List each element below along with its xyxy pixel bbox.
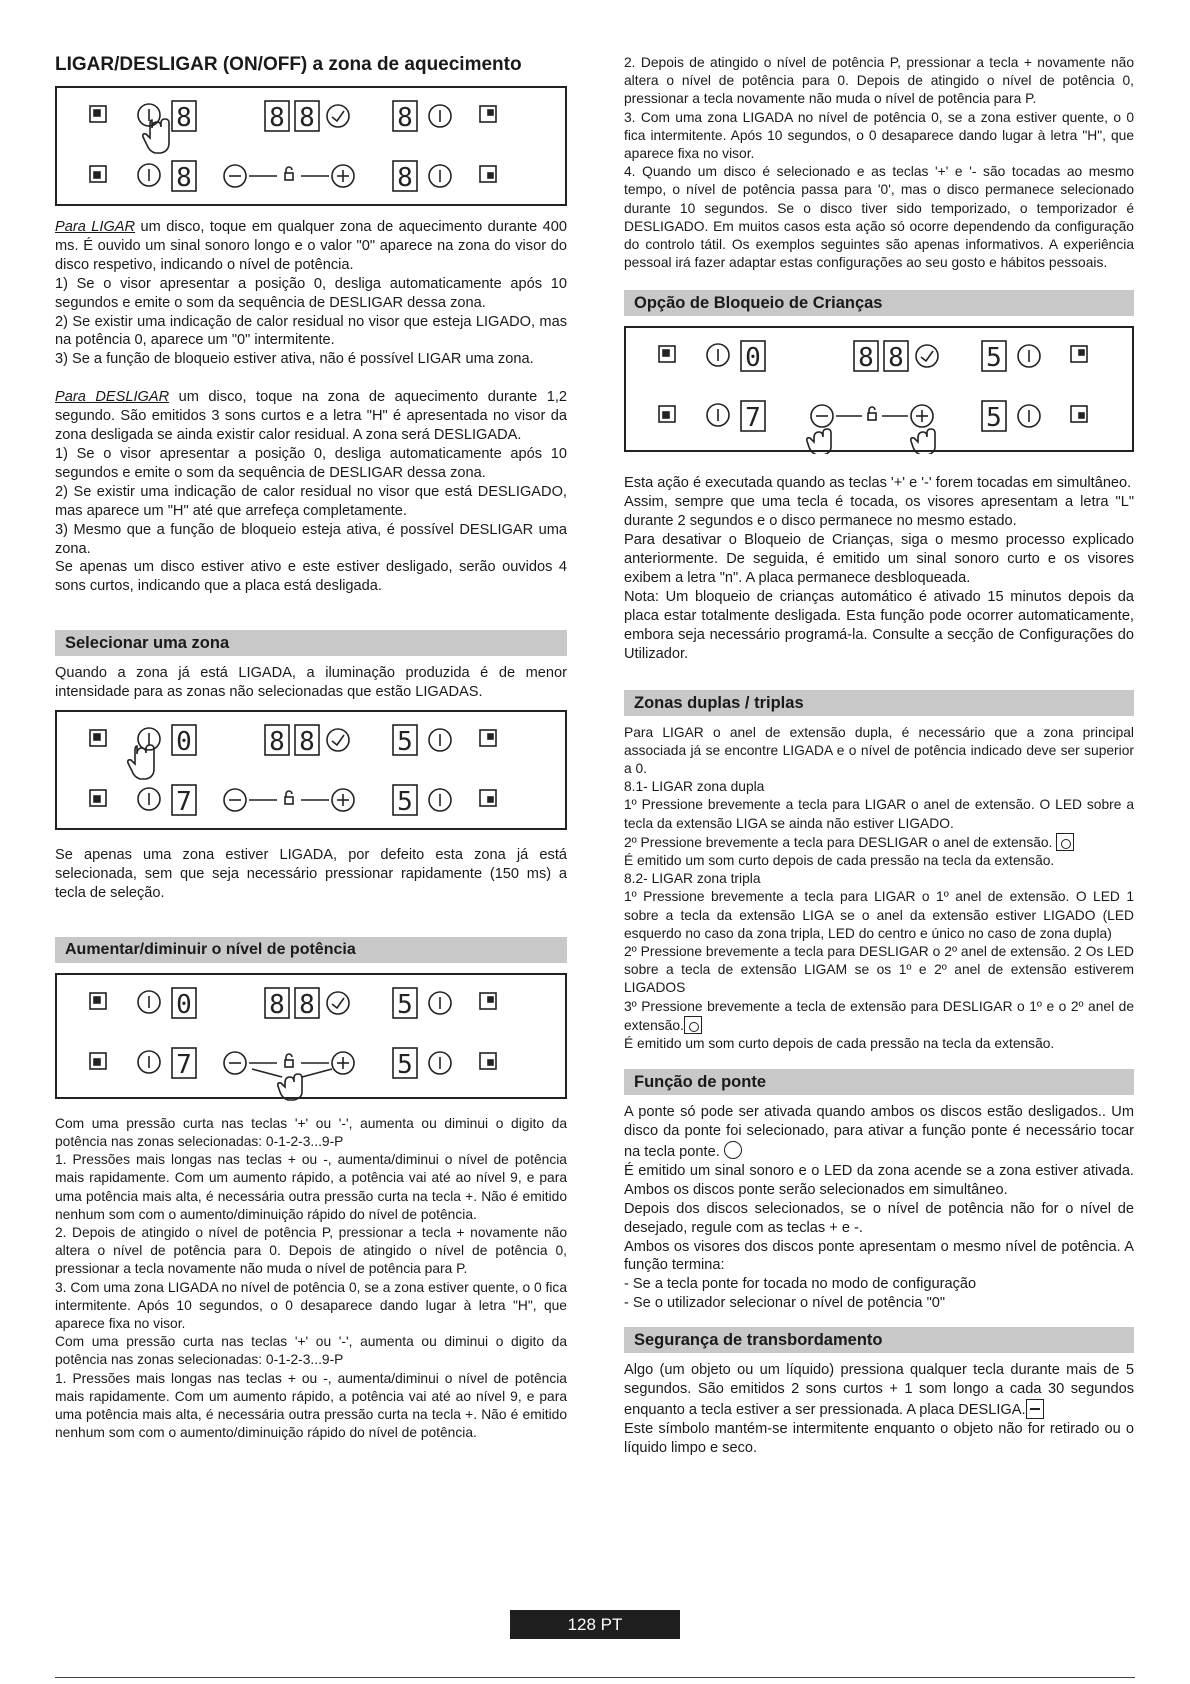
desligar-item-3: 3) Mesmo que a função de bloqueio esteja ativa, é possível DESLIGAR uma zona.: [55, 521, 567, 557]
desligar-item-1: 1) Se o visor apresentar a posição 0, desliga automaticamente após 10 segundos e emite o som da sequência de DESLIGAR dessa zona.: [55, 445, 567, 481]
control-panel-diagram-4: [624, 326, 1134, 452]
control-panel-diagram-1: [55, 86, 567, 206]
extension-key-icon-2: [684, 1016, 702, 1034]
panel-4-drawing: [626, 328, 1136, 454]
select-zone-text: Se apenas uma zona estiver LIGADA, por defeito esta zona já está selecionada, sem que seja necessário pressionar rapidamente (150 ms) a tecla de seleção.: [55, 847, 567, 901]
panel-4-digit-br: 5: [986, 403, 1002, 434]
select-zone-heading: Selecionar uma zona: [55, 630, 567, 656]
cont-item-3: 3. Com uma zona LIGADA no nível de potência 0, se a zona estiver quente, o 0 fica intermitente. Após 10 segundos, o 0 desaparece dando lugar à letra "H", que aparece fixa no visor.: [624, 109, 1134, 162]
panel-3-digit-br: 5: [397, 1049, 413, 1080]
onoff-desligar-paragraph: [55, 388, 567, 445]
child-lock-heading: Opção de Bloqueio de Crianças: [624, 290, 1134, 316]
onoff-ligar-paragraph: [55, 218, 567, 275]
panel-2-digit-tl: 0: [176, 727, 192, 758]
bridge-p1: A ponte só pode ser ativada quando ambos os discos estão desligados.. Um disco da ponte foi selecionado, para ativar a função ponte é necessário tocar na tecla ponte.: [624, 1104, 1134, 1160]
child-lock-p4: Nota: Um bloqueio de crianças automático é ativado 15 minutos depois da placa estar totalmente desligada. Esta função pode ocorrer automaticamente, embora seja necessário programá-la. Consulte a secção de Configurações do Utilizador.: [624, 588, 1134, 662]
dual-p5: É emitido um som curto depois de cada pressão na tecla da extensão.: [624, 852, 1055, 868]
bridge-p4: Ambos os visores dos discos ponte apresentam o mesmo nível de potência. A função termina:: [624, 1238, 1134, 1274]
power-p6: 1. Pressões mais longas nas teclas + ou -, aumenta/diminui o nível de potência mais rapidamente. Com um aumento rápido, a potência vai até ao nível 9, e para uma potência mais alta, é necessária outra pressão curta na tecla +. Não é emitido nenhum som com o aumento/diminuição rápido do nível de potência.: [55, 1370, 567, 1441]
panel-3-drawing: [57, 975, 569, 1101]
ligar-text: um disco, toque em qualquer zona de aquecimento durante 400 ms. É ouvido um sinal sonoro longo e o valor "0" aparece na zona do visor do disco respetivo, indicando o nível de potência.: [55, 219, 567, 273]
child-lock-p2: Assim, sempre que uma tecla é tocada, os visores apresentam a letra "L" durante 2 segundos e o disco permanece no mesmo estado.: [624, 494, 1134, 530]
panel-3-digit-bl: 7: [176, 1049, 192, 1080]
dual-p8: 2º Pressione brevemente a tecla para DESLIGAR o 2º anel de extensão. 2 Os LED sobre a tecla de extensão LIGAM se os 1º e 2º anel de extensão estiverem LIGADOS: [624, 943, 1134, 996]
desligar-label: Para DESLIGAR: [55, 389, 170, 406]
dual-p1: Para LIGAR o anel de extensão dupla, é necessário que a zona principal associada já se encontre LIGADA e o nível de potência indicado deve ser superior a 0.: [624, 724, 1134, 776]
cont-item-2: 2. Depois de atingido o nível de potência P, pressionar a tecla + novamente não altera o nível de potência para 0. Depois de atingido o nível de potência 0, pressionar a tecla novamente não muda o nível de potência para P.: [624, 55, 1134, 107]
dual-p9-paragraph: [624, 998, 1134, 1035]
panel-1-timer-digit-2: 8: [299, 103, 315, 133]
select-zone-intro: Quando a zona já está LIGADA, a iluminação produzida é de menor intensidade para as zonas não selecionadas que estão LIGADAS.: [55, 665, 567, 701]
child-lock-p3: Para desativar o Bloqueio de Crianças, siga o mesmo processo explicado anteriormente. De seguida, é emitido um sinal sonoro curto e os visores exibem a letra "n". A placa permanece desbloqueada.: [624, 532, 1134, 586]
control-panel-diagram-3: [55, 973, 567, 1099]
panel-3-timer-digit-2: 8: [299, 989, 315, 1020]
ligar-item-3: 3) Se a função de bloqueio estiver ativa, não é possível LIGAR uma zona.: [55, 351, 534, 368]
desligar-text: um disco, toque na zona de aquecimento durante 1,2 segundo. São emitidos 3 sons curtos e a letra "H" é apresentada no visor da zona desligada se ainda existir calor residual. A zona será DESLIGADA.: [55, 389, 568, 444]
power-p3: 2. Depois de atingido o nível de potência P, pressionar a tecla + novamente não altera o nível de potência para 0. Depois de atingido o nível de potência 0, pressionar a tecla novamente não muda o nível de potência para P.: [55, 1224, 567, 1277]
panel-4-timer-digit-2: 8: [888, 343, 904, 374]
bridge-p1-paragraph: [624, 1103, 1134, 1162]
bridge-key-icon: [724, 1141, 742, 1159]
dual-p4: 2º Pressione brevemente a tecla para DESLIGAR o anel de extensão.: [624, 834, 1053, 850]
bridge-heading: Função de ponte: [624, 1069, 1134, 1095]
dual-p2: 8.1- LIGAR zona dupla: [624, 779, 765, 795]
panel-4-timer-digit-1: 8: [858, 343, 874, 374]
ligar-item-2: 2) Se existir uma indicação de calor residual no visor que esteja LIGADO, mas na potência 0, aparece um "0" intermitente.: [55, 313, 567, 349]
panel-2-digit-tr: 5: [397, 727, 413, 758]
ligar-label: Para LIGAR: [55, 219, 136, 235]
panel-1-timer-digit-1: 8: [269, 103, 285, 133]
desligar-item-2: 2) Se existir uma indicação de calor residual no visor que está DESLIGADO, mas aparece um "H" até que arrefeça completamente.: [55, 483, 567, 519]
overflow-heading: Segurança de transbordamento: [624, 1327, 1134, 1353]
panel-3-timer-digit-1: 8: [269, 989, 285, 1020]
dual-p9: 3º Pressione brevemente a tecla de extensão para DESLIGAR o 1º e o 2º anel de extensão.: [624, 998, 1134, 1033]
bottom-divider: [55, 1677, 1135, 1678]
panel-4-digit-tl: 0: [745, 343, 761, 374]
bridge-p2: É emitido um sinal sonoro e o LED da zona acende se a zona estiver ativada. Ambos os discos ponte serão selecionados em simultâneo.: [624, 1162, 1134, 1198]
panel-3-digit-tl: 0: [176, 989, 192, 1020]
bridge-p5: - Se a tecla ponte for tocada no modo de configuração: [624, 1276, 977, 1293]
ligar-item-1: 1) Se o visor apresentar a posição 0, desliga automaticamente após 10 segundos e emite o som da sequência de DESLIGAR dessa zona.: [55, 275, 567, 311]
extension-key-icon: [1056, 833, 1074, 851]
dual-p4-paragraph: [624, 833, 1134, 852]
panel-2-timer-digit-1: 8: [269, 727, 285, 758]
dual-p6: 8.2- LIGAR zona tripla: [624, 871, 761, 887]
power-heading: Aumentar/diminuir o nível de potência: [55, 937, 567, 963]
bridge-p3: Depois dos discos selecionados, se o nível de potência não for o nível de desejado, regule com as teclas + e -.: [624, 1200, 1134, 1236]
bridge-p6: - Se o utilizador selecionar o nível de potência "0": [624, 1295, 946, 1312]
child-lock-p1: Esta ação é executada quando as teclas '+' e '-' forem tocadas em simultâneo.: [624, 475, 1132, 492]
dual-p10: É emitido um som curto depois de cada pressão na tecla da extensão.: [624, 1035, 1055, 1051]
dual-zones-heading: Zonas duplas / triplas: [624, 690, 1134, 716]
dual-p3: 1º Pressione brevemente a tecla para LIGAR o anel de extensão. O LED sobre a tecla da extensão LIGA se ainda não estiver LIGADO.: [624, 797, 1134, 831]
page-number: 128 PT: [510, 1610, 680, 1639]
panel-1-digit-br: 8: [397, 163, 413, 193]
panel-2-digit-bl: 7: [176, 787, 192, 818]
cont-item-4: 4. Quando um disco é selecionado e as teclas '+' e '- são tocadas ao mesmo tempo, o nível de potência passa para '0', mas o disco permanece selecionado durante 10 segundos. Se o disco tiver sido temporizado, o temporizador é DESLIGADO. Em muitos casos esta ação só ocorre dependendo da configuração do controlo tátil. Os exemplos seguintes são apenas informativos. A experiência pessoal irá fazer adaptar estas configurações ao seu gosto e hábitos pessoais.: [624, 164, 1134, 271]
panel-1-drawing: [57, 88, 569, 208]
overflow-p2: Este símbolo mantém-se intermitente enquanto o objeto não for retirado ou o líquido limpo e seco.: [624, 1420, 1134, 1456]
power-p1: Com uma pressão curta nas teclas '+' ou '-', aumenta ou diminui o digito da potência nas zonas selecionadas: 0-1-2-3...9-P: [55, 1115, 567, 1149]
overflow-p1-paragraph: [624, 1361, 1134, 1420]
desligar-item-4: Se apenas um disco estiver ativo e este estiver desligado, serão ouvidos 4 sons curtos, indicando que a placa está desligada.: [55, 559, 567, 595]
panel-4-digit-tr: 5: [986, 343, 1002, 374]
power-p4: 3. Com uma zona LIGADA no nível de potência 0, se a zona estiver quente, o 0 fica intermitente. Após 10 segundos, o 0 desaparece dando lugar à letra "H", que aparece fixa no visor.: [55, 1279, 567, 1331]
power-p5: Com uma pressão curta nas teclas '+' ou '-', aumenta ou diminui o digito da potência nas zonas selecionadas: 0-1-2-3...9-P: [55, 1334, 567, 1368]
left-column: [55, 50, 567, 1442]
right-column: [624, 54, 1134, 1458]
panel-1-digit-tr: 8: [397, 103, 413, 133]
overflow-p1: Algo (um objeto ou um líquido) pressiona qualquer tecla durante mais de 5 segundos. São emitidos 2 sons curtos + 1 som longo a cada 30 segundos enquanto a tecla estiver a ser pressionada. A placa DESLIGA.: [624, 1362, 1134, 1418]
power-p2: 1. Pressões mais longas nas teclas + ou -, aumenta/diminui o nível de potência mais rapidamente. Com um aumento rápido, a potência vai até ao nível 9, e para uma potência mais alta, é necessária outra pressão curta na tecla +. Não é emitido nenhum som com o aumento/diminuição rápido do nível de potência.: [55, 1152, 567, 1222]
panel-4-digit-bl: 7: [745, 403, 761, 434]
overflow-symbol-icon: [1026, 1399, 1044, 1419]
panel-1-digit-bl: 8: [176, 163, 192, 193]
panel-1-digit-tl: 8: [176, 103, 192, 133]
panel-2-drawing: [57, 712, 569, 832]
dual-p7: 1º Pressione brevemente a tecla para LIGAR o 1º anel de extensão. O LED 1 sobre a tecla da extensão LIGA se o anel da extensão estiver LIGADO (LED esquerdo no caso da zona tripla, LED do centro e único no caso de zona dupla): [624, 889, 1134, 941]
control-panel-diagram-2: [55, 710, 567, 830]
section-title-onoff: LIGAR/DESLIGAR (ON/OFF) a zona de aquecimento: [55, 54, 522, 75]
panel-3-digit-tr: 5: [397, 989, 413, 1020]
panel-2-digit-br: 5: [397, 787, 413, 818]
panel-2-timer-digit-2: 8: [299, 727, 315, 758]
